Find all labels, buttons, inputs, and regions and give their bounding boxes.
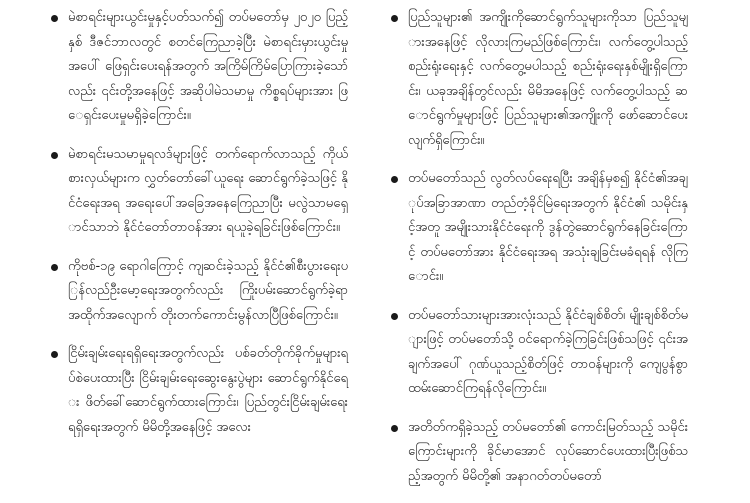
bullet-item <box>388 167 688 290</box>
bullet-dot <box>391 425 398 432</box>
bullet-text: မဲစာရင်းများယွင်းမှုနှင့်ပတ်သက်၍ တပ်မတော်မှ ၂၀၂၀ ပြည့်နှစ် ဒီဇင်ဘာလတွင် စတင်ကြေညာခဲ့ပြီး မဲစာရင်းမှားယွင်းမှုအပေါ် ဖြေရှင်းပေးရန်အတွက် အကြိမ်ကြိမ်ပြောကြားခဲ့သော်လည်း ၎င်းတို့အနေဖြင့် အဆိုပါမဲသမာမှု ကိစ္စရပ်များအား ဖြေရှင်းပေးမှုမရှိခဲ့ကြောင်း။ <box>68 10 348 123</box>
bullet-item <box>388 416 688 490</box>
bullet-dot <box>51 351 58 358</box>
bullet-dot <box>391 313 398 320</box>
bullet-dot <box>51 264 58 271</box>
bullet-item <box>48 143 348 241</box>
bullet-text: မဲစာရင်းမသမာမှုရလဒ်များဖြင့် တက်ရောက်လာသည့် ကိုယ်စားလှယ်များက လွှတ်တော်ခေါ်ယူရေး ဆောင်ရွက်ခဲ့သဖြင့် နိုင်ငံရေးအရ အရေးပေါ်အခြေအနေကြေညာပြီး မလွဲသာမရှောင်သာဘဲ နိုင်ငံတော်တာဝန်အား ရယူခဲ့ရခြင်းဖြစ်ကြောင်း။ <box>68 146 348 235</box>
left-column <box>48 0 348 454</box>
bullet-text: ကိုဗစ်-၁၉ ရောဂါကြောင့် ကျဆင်းခဲ့သည့် နိုင်ငံ၏စီးပွားရေးပြန်လည်ဦးမော့ရေးအတွက်လည်း ကြိုးပမ်းဆောင်ရွက်ခဲ့ရာ အထိုက်အလျောက် တိုးတက်ကောင်းမွန်လာပြီဖြစ်ကြောင်း။ <box>68 258 348 323</box>
bullet-dot <box>391 176 398 183</box>
bullet-text: ငြိမ်းချမ်းရေးရရှိရေးအတွက်လည်း ပစ်ခတ်တိုက်ခိုက်မှုများရပ်စဲပေးထားပြီး ငြိမ်းချမ်းရေးဆွေးနွေးပွဲများ ဆောင်ရွက်နိုင်ရေး ဖိတ်ခေါ်ဆောင်ရွက်ထားကြောင်း၊ ပြည်တွင်းငြိမ်းချမ်းရေးရရှိရေးအတွက် မိမိတို့အနေဖြင့် အလေး <box>68 346 348 435</box>
bullet-item <box>388 6 688 153</box>
bullet-dot <box>51 152 58 159</box>
bullet-item <box>388 304 688 402</box>
bullet-item <box>48 342 348 440</box>
bullet-item <box>48 6 348 129</box>
bullet-dot <box>391 15 398 22</box>
bullet-text: ပြည်သူများ၏ အကျိုးကိုဆောင်ရွက်သူများကိုသာ ပြည်သူများအနေဖြင့် လိုလားကြမည်ဖြစ်ကြောင်း၊ လက်တွေ့ပါသည့် စည်းရုံးရေးနှင့် လက်တွေ့မပါသည့် စည်းရုံးရေးနှစ်မျိုးရှိကြောင်း၊ ယခုအချိန်တွင်လည်း မိမိအနေဖြင့် လက်တွေ့ပါသည့် ဆောင်ရွက်မှုများဖြင့် ပြည်သူများ၏အကျိုးကို ဖော်ဆောင်ပေးလျက်ရှိကြောင်း။ <box>408 10 688 148</box>
bullet-dot <box>51 15 58 22</box>
bullet-item <box>48 255 348 329</box>
right-column <box>388 0 688 503</box>
bullet-text: တပ်မတော်သားများအားလုံးသည် နိုင်ငံချစ်စိတ်၊ မျိုးချစ်စိတ်များဖြင့် တပ်မတော်သို့ ဝင်ရောက်ခဲ့ကြခြင်းဖြစ်သဖြင့် ၎င်းအချက်အပေါ် ဂုဏ်ယူသည့်စိတ်ဖြင့် တာဝန်များကို ကျေပွန်စွာထမ်းဆောင်ကြရန်လိုကြောင်း။ <box>408 307 688 396</box>
bullet-text: အတိတ်ကရှိခဲ့သည့် တပ်မတော်၏ ကောင်းမြတ်သည့် သမိုင်းကြောင်းများကို ခိုင်မာအောင် လုပ်ဆောင်ပေးထားပြီးဖြစ်သည့်အတွက် မိမိတို့၏ အနာဂတ်တပ်မတော် <box>408 419 688 484</box>
bullet-text: တပ်မတော်သည် လွတ်လပ်ရေးရပြီး အချိန်မှစ၍ နိုင်ငံ၏အချုပ်အခြာအာဏာ တည်တံ့ခိုင်မြဲရေးအတွက် နိုင်ငံ၏ သမိုင်းနှင့်အတူ အမျိုးသားနိုင်ငံရေးကို ဒွန်တွဲဆောင်ရွက်နေခြင်းကြောင့် တပ်မတော်အား နိုင်ငံရေးအရ အသုံးချခြင်းမခံရရန် လိုကြောင်း။ <box>408 171 688 284</box>
